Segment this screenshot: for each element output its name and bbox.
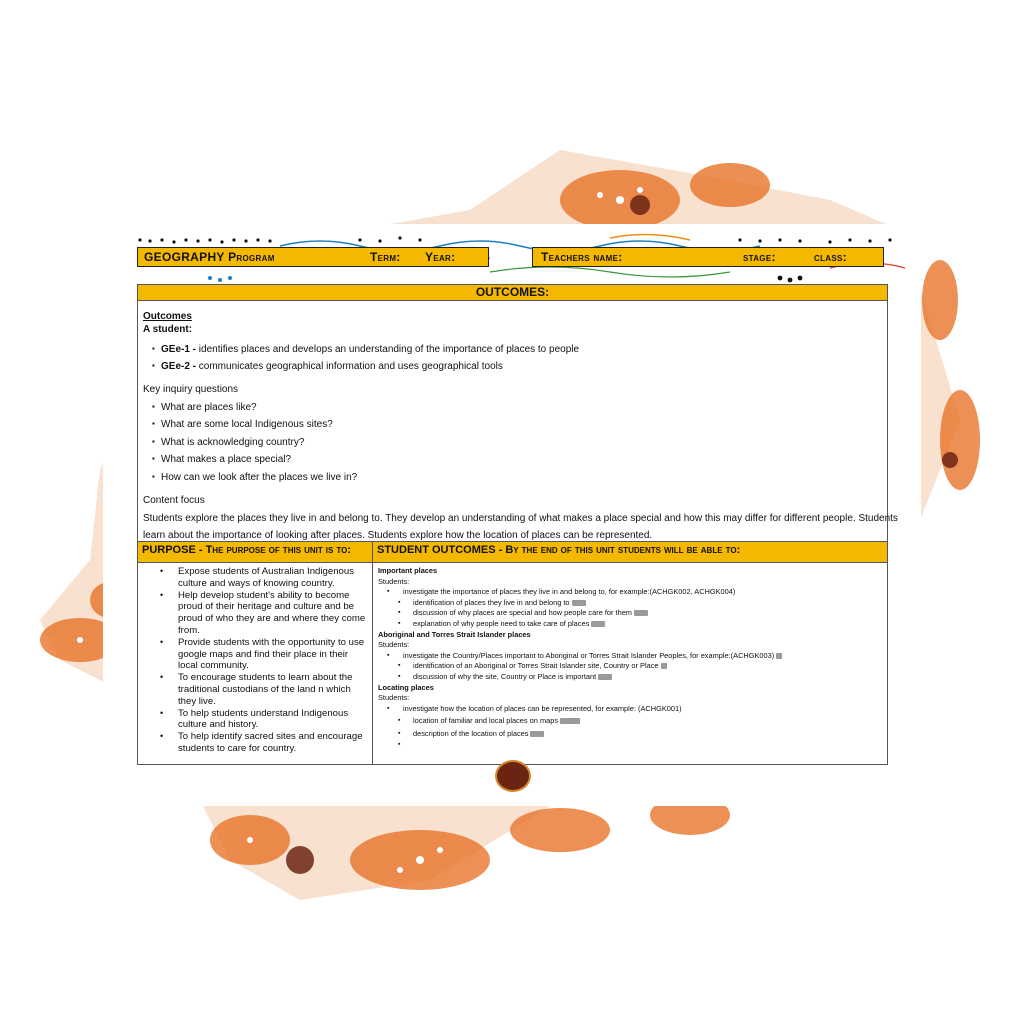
student-outcomes-header: STUDENT OUTCOMES - By the end of this unit students will be able to: bbox=[377, 544, 741, 556]
class-label: class: bbox=[814, 250, 847, 264]
purpose-item: • To encourage students to learn about the traditional custodians of the land n which they live. bbox=[160, 672, 370, 707]
purpose-item: • To help identify sacred sites and encourage students to care for country. bbox=[160, 731, 370, 755]
outcome-item: ▪ GEe-2 - communicates geographical information and uses geographical tools bbox=[161, 361, 503, 372]
purpose-outcomes-table bbox=[137, 562, 888, 765]
students-label: Students: bbox=[378, 576, 410, 586]
year-label: Year: bbox=[425, 250, 456, 264]
term-label: Term: bbox=[370, 250, 401, 264]
outcome-sub: ▪ discussion of why places are special and how people care for them bbox=[378, 608, 883, 619]
symbol-icon bbox=[776, 653, 782, 659]
inquiry-question: ▪ What are some local Indigenous sites? bbox=[161, 419, 333, 430]
outcome-main: ▪ investigate the importance of places they live in and belong to, for example:(ACHGK002, ACHGK004) bbox=[378, 587, 883, 598]
outcome-main: ▪ investigate the Country/Places important to Aboriginal or Torres Strait Islander Peoples, for example:(ACHGK003) bbox=[378, 651, 883, 662]
outcomes-banner: OUTCOMES: bbox=[137, 284, 888, 301]
inquiry-question: ▪ What is acknowledging country? bbox=[161, 437, 304, 448]
purpose-item: • Help develop student's ability to become proud of their heritage and culture and be proud of who they are and where they come from. bbox=[160, 590, 370, 637]
content-focus-heading: Content focus bbox=[143, 495, 205, 506]
purpose-list bbox=[160, 566, 370, 755]
purpose-item: • Expose students of Australian Indigenous culture and ways of knowing country. bbox=[160, 566, 370, 590]
column-divider bbox=[372, 563, 373, 764]
students-label: Students: bbox=[378, 693, 410, 703]
aboriginal-art-badge-icon bbox=[495, 760, 531, 792]
outcome-sub: ▪ location of familiar and local places on maps bbox=[378, 716, 883, 727]
purpose-outcomes-header bbox=[137, 541, 888, 563]
outcome-item: ▪ GEe-1 - identifies places and develops an understanding of the importance of places to people bbox=[161, 344, 579, 355]
symbol-icon bbox=[572, 600, 586, 606]
purpose-item: • Provide students with the opportunity to use google maps and find their place in their local community. bbox=[160, 637, 370, 672]
section-title: Important places bbox=[378, 566, 438, 575]
content-focus-text: Students explore the places they live in and belong to. They develop an understanding of what makes a place special and how this may differ for different people. Students bbox=[143, 513, 898, 524]
inquiry-question: ▪ What are places like? bbox=[161, 402, 257, 413]
purpose-item: • To help students understand Indigenous culture and history. bbox=[160, 708, 370, 732]
a-student-label: A student: bbox=[143, 324, 193, 335]
students-label: Students: bbox=[378, 640, 410, 650]
purpose-header: PURPOSE - The purpose of this unit is to: bbox=[142, 544, 352, 556]
stage-label: stage: bbox=[743, 250, 776, 264]
inquiry-question: ▪ How can we look after the places we live in? bbox=[161, 472, 357, 483]
outcome-sub: ▪ identification of an Aboriginal or Torres Strait Islander site, Country or Place bbox=[378, 661, 883, 672]
symbol-icon bbox=[598, 674, 612, 680]
symbol-icon bbox=[661, 663, 667, 669]
outcomes-heading: Outcomes bbox=[143, 311, 192, 322]
symbol-icon bbox=[530, 731, 544, 737]
symbol-icon bbox=[560, 718, 580, 724]
content-focus-text: learn about the importance of looking after places. Students explore how the location of places can be represented. bbox=[143, 530, 653, 541]
outcome-main: ▪ investigate how the location of places can be represented, for example: (ACHGK001) bbox=[378, 704, 883, 715]
outcomes-section bbox=[137, 300, 898, 541]
program-header-box bbox=[137, 247, 489, 267]
student-outcomes-list bbox=[378, 566, 883, 740]
symbol-icon bbox=[591, 621, 605, 627]
inquiry-question: ▪ What makes a place special? bbox=[161, 454, 291, 465]
outcome-sub: ▪ explanation of why people need to take care of places bbox=[378, 619, 883, 630]
section-title: Locating places bbox=[378, 682, 434, 692]
section-title: Aboriginal and Torres Strait Islander places bbox=[378, 629, 531, 639]
column-divider bbox=[372, 542, 373, 562]
teachers-name-label: Teachers name: bbox=[541, 250, 623, 264]
outcome-sub: ▪ identification of places they live in and belong to bbox=[378, 598, 883, 609]
program-title: GEOGRAPHY Program bbox=[144, 250, 275, 264]
symbol-icon bbox=[634, 610, 648, 616]
inquiry-heading: Key inquiry questions bbox=[143, 384, 239, 395]
outcome-sub: ▪ description of the location of places bbox=[378, 729, 883, 740]
outcome-sub: ▪ discussion of why the site, Country or Place is important bbox=[378, 672, 883, 683]
teacher-header-box bbox=[532, 247, 884, 267]
